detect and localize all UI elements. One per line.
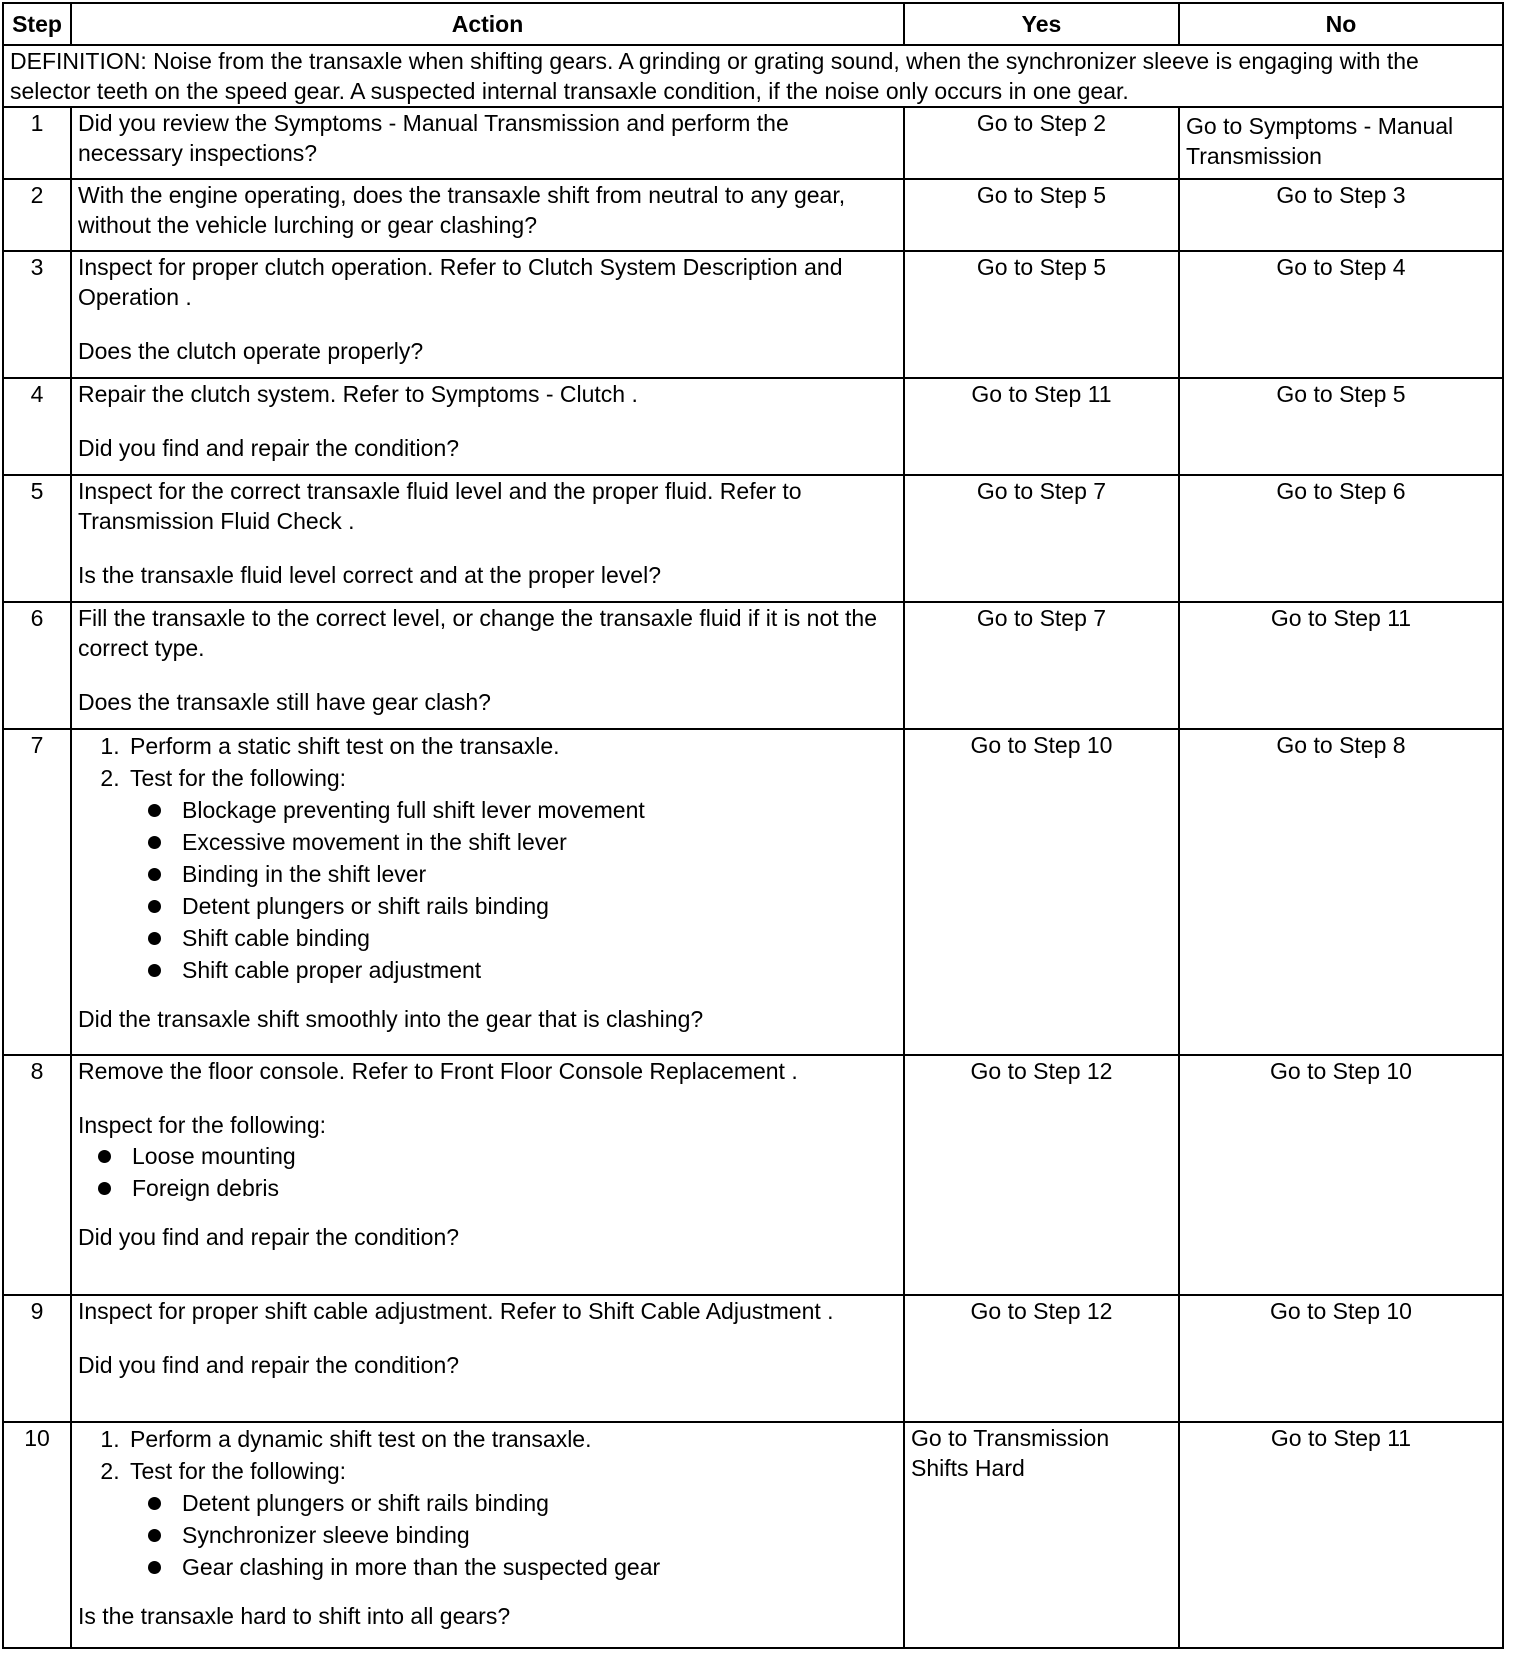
table-row bbox=[3, 1295, 1503, 1422]
step-number: 10 bbox=[3, 1422, 71, 1648]
no-link[interactable]: Go to Step 11 bbox=[1179, 602, 1503, 729]
bullet-item: Gear clashing in more than the suspected gear bbox=[178, 1551, 897, 1583]
procedure-list bbox=[78, 1423, 897, 1583]
no-link[interactable]: Go to Step 8 bbox=[1179, 729, 1503, 1055]
yes-link[interactable]: Go to Step 7 bbox=[904, 475, 1179, 602]
action-cell bbox=[71, 1055, 904, 1295]
action-text: Inspect for proper shift cable adjustment. Refer to Shift Cable Adjustment . bbox=[78, 1298, 834, 1324]
header-action: Action bbox=[71, 3, 904, 45]
procedure-list bbox=[78, 730, 897, 986]
table-row bbox=[3, 251, 1503, 378]
table-row bbox=[3, 378, 1503, 475]
step-number: 2 bbox=[3, 179, 71, 251]
diagnostic-table bbox=[2, 2, 1504, 1649]
action-question: Did you find and repair the condition? bbox=[78, 1352, 460, 1378]
header-no: No bbox=[1179, 3, 1503, 45]
table-row bbox=[3, 602, 1503, 729]
no-link[interactable]: Go to Step 4 bbox=[1179, 251, 1503, 378]
action-text: Did you review the Symptoms - Manual Transmission and perform the necessary inspections? bbox=[78, 110, 789, 166]
action-question: Is the transaxle hard to shift into all gears? bbox=[78, 1603, 511, 1629]
bullet-item: Shift cable proper adjustment bbox=[178, 954, 897, 986]
step-number: 3 bbox=[3, 251, 71, 378]
bullet-item: Excessive movement in the shift lever bbox=[178, 826, 897, 858]
yes-link[interactable]: Go to Step 5 bbox=[904, 179, 1179, 251]
table-row bbox=[3, 475, 1503, 602]
header-step: Step bbox=[3, 3, 71, 45]
yes-link[interactable]: Go to Transmission Shifts Hard bbox=[904, 1422, 1179, 1648]
action-text: Fill the transaxle to the correct level, or change the transaxle fluid if it is not the correct type. bbox=[78, 605, 878, 661]
no-link[interactable]: Go to Step 5 bbox=[1179, 378, 1503, 475]
action-cell bbox=[71, 602, 904, 729]
bullet-item: Shift cable binding bbox=[178, 922, 897, 954]
action-cell bbox=[71, 378, 904, 475]
yes-link[interactable]: Go to Step 11 bbox=[904, 378, 1179, 475]
list-item-text: Test for the following: bbox=[130, 765, 347, 791]
action-text: Inspect for proper clutch operation. Refer to Clutch System Description and Operation . bbox=[78, 254, 843, 310]
bullet-list bbox=[78, 1140, 897, 1204]
bullet-item: Loose mounting bbox=[128, 1140, 897, 1172]
bullet-item: Detent plungers or shift rails binding bbox=[178, 890, 897, 922]
header-row bbox=[3, 3, 1503, 45]
yes-link[interactable]: Go to Step 12 bbox=[904, 1055, 1179, 1295]
action-cell bbox=[71, 251, 904, 378]
action-cell bbox=[71, 179, 904, 251]
yes-link[interactable]: Go to Step 12 bbox=[904, 1295, 1179, 1422]
step-number: 7 bbox=[3, 729, 71, 1055]
action-text: Inspect for the correct transaxle fluid level and the proper fluid. Refer to Transmission Fluid Check . bbox=[78, 478, 802, 534]
action-cell bbox=[71, 107, 904, 179]
list-item: 1. Perform a static shift test on the transaxle. bbox=[126, 730, 897, 762]
action-question: Did you find and repair the condition? bbox=[78, 1224, 460, 1250]
table-row bbox=[3, 107, 1503, 179]
no-link[interactable]: Go to Symptoms - Manual Transmission bbox=[1179, 107, 1503, 179]
definition-row bbox=[3, 45, 1503, 107]
no-link[interactable]: Go to Step 6 bbox=[1179, 475, 1503, 602]
no-link[interactable]: Go to Step 10 bbox=[1179, 1295, 1503, 1422]
no-link[interactable]: Go to Step 11 bbox=[1179, 1422, 1503, 1648]
bullet-item: Foreign debris bbox=[128, 1172, 897, 1204]
step-number: 1 bbox=[3, 107, 71, 179]
bullet-item: Detent plungers or shift rails binding bbox=[178, 1487, 897, 1519]
action-cell bbox=[71, 729, 904, 1055]
bullet-item: Binding in the shift lever bbox=[178, 858, 897, 890]
action-question: Does the transaxle still have gear clash? bbox=[78, 689, 491, 715]
action-text: Repair the clutch system. Refer to Symptoms - Clutch . bbox=[78, 381, 638, 407]
bullet-list bbox=[130, 794, 897, 986]
action-text: With the engine operating, does the transaxle shift from neutral to any gear, without the vehicle lurching or gear clashing? bbox=[78, 182, 846, 238]
list-item-text: Test for the following: bbox=[130, 1458, 347, 1484]
bullet-item: Synchronizer sleeve binding bbox=[178, 1519, 897, 1551]
action-question: Is the transaxle fluid level correct and at the proper level? bbox=[78, 562, 661, 588]
list-item bbox=[126, 762, 897, 986]
table-row bbox=[3, 1422, 1503, 1648]
table-row bbox=[3, 179, 1503, 251]
yes-link[interactable]: Go to Step 2 bbox=[904, 107, 1179, 179]
action-question: Did you find and repair the condition? bbox=[78, 435, 460, 461]
action-cell bbox=[71, 475, 904, 602]
no-link[interactable]: Go to Step 10 bbox=[1179, 1055, 1503, 1295]
bullet-list bbox=[130, 1487, 897, 1583]
list-item: 1. Perform a dynamic shift test on the transaxle. bbox=[126, 1423, 897, 1455]
action-question: Does the clutch operate properly? bbox=[78, 338, 424, 364]
action-cell bbox=[71, 1422, 904, 1648]
no-link[interactable]: Go to Step 3 bbox=[1179, 179, 1503, 251]
action-text: Remove the floor console. Refer to Front Floor Console Replacement . bbox=[78, 1058, 798, 1084]
table-row bbox=[3, 1055, 1503, 1295]
step-number: 8 bbox=[3, 1055, 71, 1295]
action-question: Did the transaxle shift smoothly into the gear that is clashing? bbox=[78, 1006, 704, 1032]
header-yes: Yes bbox=[904, 3, 1179, 45]
step-number: 6 bbox=[3, 602, 71, 729]
table-row bbox=[3, 729, 1503, 1055]
step-number: 9 bbox=[3, 1295, 71, 1422]
yes-link[interactable]: Go to Step 5 bbox=[904, 251, 1179, 378]
action-cell bbox=[71, 1295, 904, 1422]
step-number: 4 bbox=[3, 378, 71, 475]
action-text: Inspect for the following: bbox=[78, 1112, 327, 1138]
bullet-item: Blockage preventing full shift lever movement bbox=[178, 794, 897, 826]
yes-link[interactable]: Go to Step 10 bbox=[904, 729, 1179, 1055]
yes-link[interactable]: Go to Step 7 bbox=[904, 602, 1179, 729]
definition-text: DEFINITION: Noise from the transaxle when shifting gears. A grinding or grating sound, when the synchronizer sleeve is engaging with the selector teeth on the speed gear. A suspected internal transaxle condition, if the noise only occurs in one gear. bbox=[3, 45, 1503, 107]
list-item bbox=[126, 1455, 897, 1583]
step-number: 5 bbox=[3, 475, 71, 602]
